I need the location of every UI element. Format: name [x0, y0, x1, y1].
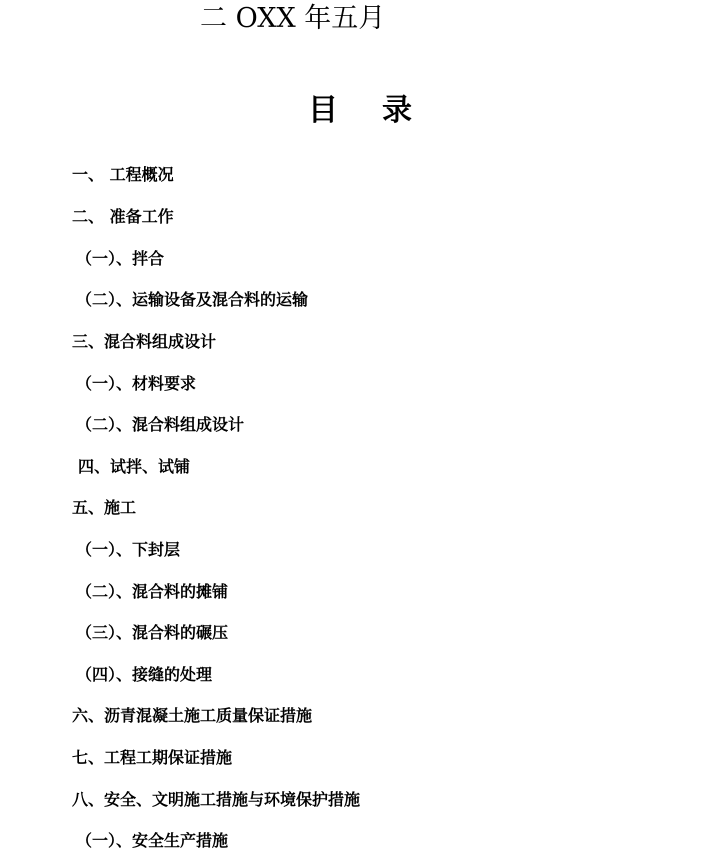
toc-entry[interactable]: 二、 准备工作 [72, 207, 174, 226]
toc-entry[interactable]: 八、安全、文明施工措施与环境保护措施 [72, 790, 361, 809]
toc-title-char-1: 目 [308, 93, 338, 128]
toc-entry[interactable]: （二）、混合料的摊铺 [76, 582, 229, 601]
document-date: 二 OXX 年五月 [200, 3, 386, 34]
toc-entry[interactable]: （一）、材料要求 [76, 374, 197, 393]
toc-entry[interactable]: （一）、安全生产措施 [76, 831, 229, 850]
toc-entry[interactable]: （二）、混合料组成设计 [76, 415, 245, 434]
toc-title [308, 91, 412, 131]
toc-entry[interactable]: 四、试拌、试铺 [78, 457, 191, 476]
toc-entry[interactable]: 五、施工 [72, 498, 137, 517]
toc-title-char-2: 录 [382, 93, 412, 128]
toc-entry[interactable]: （一）、下封层 [76, 540, 181, 559]
toc-entry[interactable]: （三）、混合料的碾压 [76, 623, 229, 642]
toc-entry[interactable]: （四）、接缝的处理 [76, 665, 213, 684]
toc-entry[interactable]: （一）、拌合 [76, 249, 165, 268]
toc-entry[interactable]: 六、沥青混凝土施工质量保证措施 [72, 706, 313, 725]
toc-entry[interactable]: （二）、运输设备及混合料的运输 [76, 290, 309, 309]
toc-entry[interactable]: 一、 工程概况 [72, 165, 174, 184]
toc-entry[interactable]: 七、工程工期保证措施 [72, 748, 233, 767]
toc-entry[interactable]: 三、混合料组成设计 [72, 332, 217, 351]
